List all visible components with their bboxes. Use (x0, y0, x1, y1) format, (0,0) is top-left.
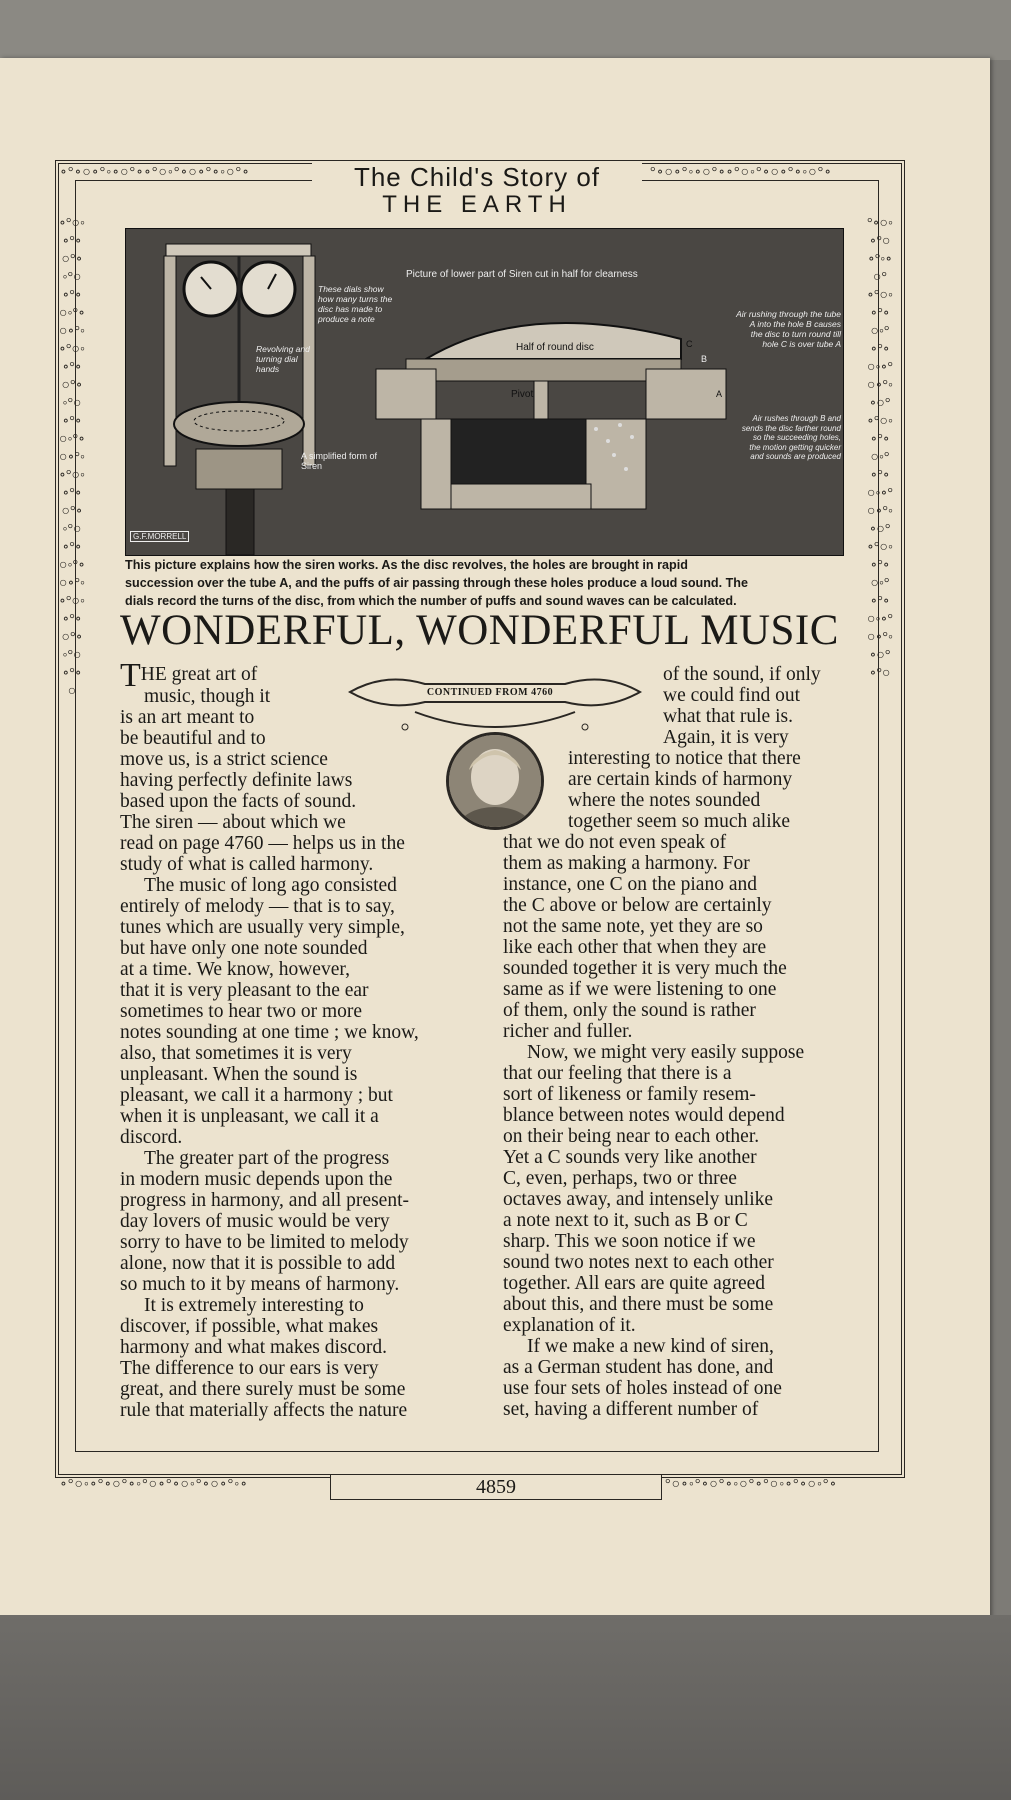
text-line: of the sound, if only (663, 664, 821, 685)
text-line: like each other that when they are (503, 937, 767, 958)
article-left-column (120, 657, 470, 1421)
illustration-letter-a: A (716, 389, 723, 399)
text-line (120, 657, 470, 694)
background-top (0, 0, 1011, 60)
drop-cap: T (120, 657, 141, 694)
right-border-ornament: °∘○◦∘°○∘°◦∘○°∘°○◦∘°∘○◦°∘°∘○◦∘°○∘°◦∘○°∘°○◦∘°∘○◦°∘°∘○◦∘°○∘°◦∘○°∘°○◦∘°∘○◦°∘°∘○◦∘°○∘°◦∘○°∘°○ (867, 216, 893, 681)
text-line: as a German student has done, and (503, 1357, 774, 1378)
caption-line: succession over the tube A, and the puffs of air passing through these holes produce a loud sound. The (125, 576, 748, 590)
illustration-artist-signature: G.F.MORRELL (130, 531, 189, 542)
background-bottom (0, 1615, 1011, 1800)
series-title (312, 162, 642, 222)
bottom-left-ornament: ∘°○◦∘°∘○°∘◦°○∘°∘○◦°∘○∘°◦∘ (60, 1477, 249, 1492)
illustration-letter-b: B (701, 354, 708, 364)
first-line-text: HE great art of (140, 664, 258, 685)
text-line: It is extremely interesting to (144, 1295, 364, 1316)
illustration-label-air-rushes: Air rushes through B and sends the disc farther round so the succeeding holes, the motion getting quicker and sounds are produced (741, 414, 841, 461)
text-line: that our feeling that there is a (503, 1063, 732, 1084)
text-line: sounded together it is very much the (503, 958, 787, 979)
text-line: not the same note, yet they are so (503, 916, 763, 937)
illustration-caption (125, 556, 850, 610)
series-title-line2: THE EARTH (382, 191, 572, 218)
text-line: based upon the facts of sound. (120, 791, 357, 812)
text-line: together seem so much alike (568, 811, 791, 832)
text-line: The music of long ago consisted (144, 875, 397, 896)
text-line: sort of likeness or family resem- (503, 1084, 756, 1105)
text-line: C, even, perhaps, two or three (503, 1168, 737, 1189)
text-line: a note next to it, such as B or C (503, 1210, 748, 1231)
text-line: move us, is a strict science (120, 749, 328, 770)
illustration-label-simplified: A simplified form of Siren (301, 451, 378, 471)
text-line: discord. (120, 1127, 183, 1148)
illustration-label-picture: Picture of lower part of Siren cut in half for clearness (406, 269, 638, 280)
siren-illustration (125, 228, 844, 556)
text-line: Now, we might very easily suppose (527, 1042, 805, 1063)
text-line: great, and there surely must be some (120, 1379, 406, 1400)
text-line: is an art meant to (120, 707, 255, 728)
text-line: notes sounding at one time ; we know, (120, 1022, 419, 1043)
text-line: If we make a new kind of siren, (527, 1336, 774, 1357)
text-line: we could find out (663, 685, 801, 706)
text-line: music, though it (144, 686, 271, 707)
text-line: them as making a harmony. For (503, 853, 750, 874)
text-line: are certain kinds of harmony (568, 769, 793, 790)
text-line: entirely of melody — that is to say, (120, 896, 395, 917)
illustration-label-pivot: Pivot (511, 389, 534, 400)
text-line: discover, if possible, what makes (120, 1316, 379, 1337)
text-line: together. All ears are quite agreed (503, 1273, 766, 1294)
text-line: same as if we were listening to one (503, 979, 777, 1000)
illustration-letter-c: C (686, 339, 693, 349)
text-line: rule that materially affects the nature (120, 1400, 408, 1421)
text-line: where the notes sounded (568, 790, 761, 811)
text-line: in modern music depends upon the (120, 1169, 393, 1190)
text-line: what that rule is. (663, 706, 793, 727)
text-line: also, that sometimes it is very (120, 1043, 352, 1064)
text-line: of them, only the sound is rather (503, 1000, 756, 1021)
bottom-right-ornament: °○∘◦°∘○°∘◦○°∘°○◦∘°∘○◦°∘ (665, 1477, 838, 1492)
text-line: when it is unpleasant, we call it a (120, 1106, 379, 1127)
continued-from-label: CONTINUED FROM 4760 (426, 687, 554, 698)
text-line: study of what is called harmony. (120, 854, 374, 875)
text-line: the C above or below are certainly (503, 895, 772, 916)
series-title-line1: The Child's Story of (353, 162, 601, 192)
text-line: that we do not even speak of (503, 832, 727, 853)
page-number: 4859 (330, 1474, 662, 1500)
caption-line: This picture explains how the siren works. As the disc revolves, the holes are brought in rapid (125, 558, 688, 572)
text-line: progress in harmony, and all present- (120, 1190, 409, 1211)
text-line: about this, and there must be some (503, 1294, 774, 1315)
top-left-ornament: ∘°∘○∘°◦∘○°∘∘°○◦°∘○∘°∘◦○°∘ (60, 165, 250, 180)
text-line: set, having a different number of (503, 1399, 759, 1420)
text-line: sometimes to hear two or more (120, 1001, 363, 1022)
text-line: read on page 4760 — helps us in the (120, 833, 405, 854)
text-line: day lovers of music would be very (120, 1211, 390, 1232)
illustration-label-revolving: Revolving and turning dial hands (256, 344, 310, 374)
text-line: pleasant, we call it a harmony ; but (120, 1085, 393, 1106)
text-line: at a time. We know, however, (120, 959, 350, 980)
left-border-ornament: ∘°○◦∘°∘○°∘◦°○∘°∘○◦°∘○∘°◦∘°○◦∘°∘○°∘◦°○∘°∘○◦°∘○∘°◦∘°○◦∘°∘○°∘◦°○∘°∘○◦°∘○∘°◦∘°○◦∘°∘○°∘◦°○∘°∘○ (59, 216, 85, 699)
text-line: richer and fuller. (503, 1021, 633, 1042)
article-right-column (503, 832, 863, 1420)
top-right-ornament: °∘○∘°◦∘○°∘∘°○◦°∘○∘°∘◦○°∘ (650, 165, 833, 180)
text-line: The greater part of the progress (144, 1148, 390, 1169)
text-line: Again, it is very (663, 727, 789, 748)
text-line: tunes which are usually very simple, (120, 917, 405, 938)
illustration-label-half-disc: Half of round disc (516, 342, 594, 353)
text-line: but have only one note sounded (120, 938, 368, 959)
text-line: having perfectly definite laws (120, 770, 353, 791)
text-line: so much to it by means of harmony. (120, 1274, 400, 1295)
text-line: on their being near to each other. (503, 1126, 760, 1147)
text-line: sorry to have to be limited to melody (120, 1232, 409, 1253)
article-right-column-top (568, 664, 868, 832)
text-line: The difference to our ears is very (120, 1358, 379, 1379)
text-line: use four sets of holes instead of one (503, 1378, 782, 1399)
text-line: unpleasant. When the sound is (120, 1064, 358, 1085)
text-line: Yet a C sounds very like another (503, 1147, 757, 1168)
article-headline: WONDERFUL, WONDERFUL MUSIC (120, 607, 839, 654)
text-line: octaves away, and intensely unlike (503, 1189, 774, 1210)
caption-line: dials record the turns of the disc, from which the number of puffs and sound waves can be calculated. (125, 594, 737, 608)
text-line: that it is very pleasant to the ear (120, 980, 369, 1001)
text-line: interesting to notice that there (568, 748, 801, 769)
illustration-label-air-rushing: Air rushing through the tube A into the hole B causes the disc to turn round till hole C is over tube A (736, 309, 841, 349)
text-line: sound two notes next to each other (503, 1252, 774, 1273)
illustration-label-dials: These dials show how many turns the disc has made to produce a note (318, 284, 393, 324)
text-line: harmony and what makes discord. (120, 1337, 387, 1358)
text-line: The siren — about which we (120, 812, 346, 833)
text-line: alone, now that it is possible to add (120, 1253, 396, 1274)
text-line: explanation of it. (503, 1315, 636, 1336)
text-line: be beautiful and to (120, 728, 266, 749)
text-line: blance between notes would depend (503, 1105, 785, 1126)
text-line: sharp. This we soon notice if we (503, 1231, 756, 1252)
text-line: instance, one C on the piano and (503, 874, 757, 895)
